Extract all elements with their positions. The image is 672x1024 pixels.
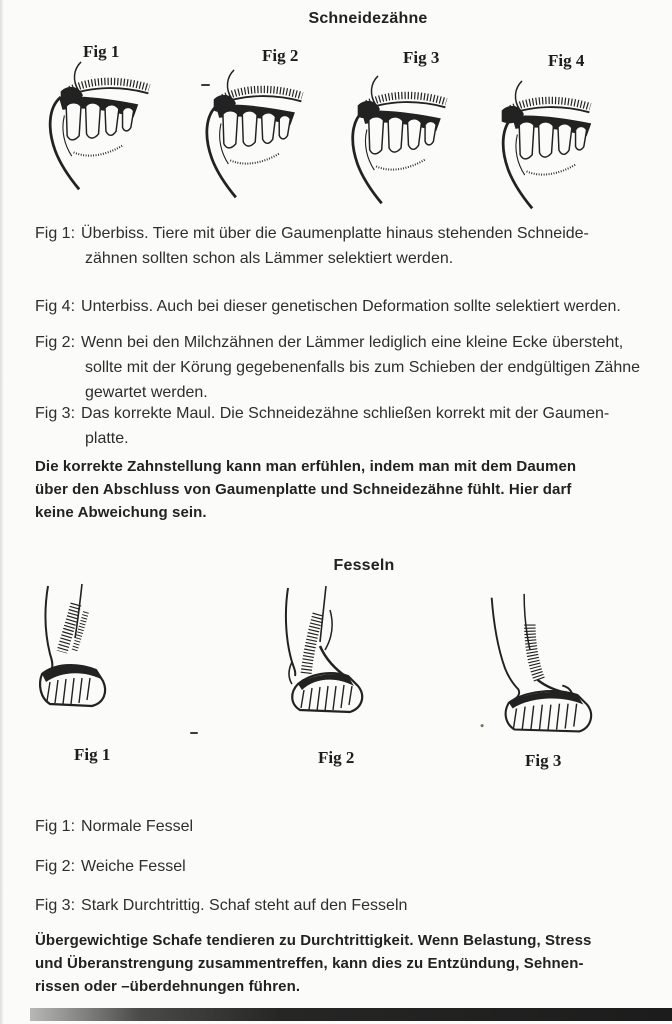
figure-ref: Fig 1: bbox=[35, 818, 76, 835]
caption-text: Normale Fessel bbox=[81, 818, 194, 835]
figure-ref: Fig 2: bbox=[35, 858, 76, 875]
jaw-fig1-label: Fig 1 bbox=[83, 42, 120, 61]
figure-ref: Fig 3: bbox=[35, 405, 76, 422]
note-text: über den Abschluss von Gaumenplatte und Schneidezähne fühlt. Hier darf bbox=[35, 481, 572, 498]
section-title-schneidezaehne: Schneidezähne bbox=[308, 10, 428, 27]
scan-speck bbox=[190, 732, 198, 734]
pastern-normal-sketch bbox=[30, 582, 130, 722]
caption-fig1-normale-fessel bbox=[35, 814, 193, 839]
note-text: keine Abweichung sein. bbox=[35, 504, 207, 521]
note-text: und Überanstrengung zusammentreffen, kann dies zu Entzündung, Sehnen- bbox=[35, 955, 584, 972]
pastern-dropped-sketch bbox=[470, 592, 605, 740]
note-zahnstellung bbox=[35, 455, 576, 524]
caption-text: platte. bbox=[85, 430, 129, 447]
figure-ref: Fig 2: bbox=[35, 334, 76, 351]
scan-speck bbox=[201, 84, 210, 86]
caption-text: Unterbiss. Auch bei dieser genetischen Deformation sollte selektiert werden. bbox=[81, 298, 621, 315]
caption-fig1-ueberbiss bbox=[35, 221, 589, 271]
caption-text: Das korrekte Maul. Die Schneidezähne schließen korrekt mit der Gaumen- bbox=[81, 405, 610, 422]
caption-text: Überbiss. Tiere mit über die Gaumenplatte hinaus stehenden Schneide- bbox=[81, 225, 589, 242]
figure-ref: Fig 4: bbox=[35, 298, 76, 315]
scan-left-edge bbox=[0, 0, 4, 1024]
note-text: Die korrekte Zahnstellung kann man erfühlen, indem man mit dem Daumen bbox=[35, 458, 577, 475]
jaw-fig3-label: Fig 3 bbox=[403, 48, 440, 67]
caption-text: sollte mit der Körung gegebenenfalls bis zum Schieben der endgültigen Zähne bbox=[85, 359, 641, 376]
caption-fig4-unterbiss bbox=[35, 294, 621, 319]
jaw-slight-corner-sketch bbox=[186, 68, 306, 202]
caption-text: Weiche Fessel bbox=[81, 858, 186, 875]
pastern-fig3-label: Fig 3 bbox=[525, 751, 562, 770]
caption-fig2-weiche-fessel bbox=[35, 854, 186, 879]
caption-text: zähnen sollten schon als Lämmer selektiert werden. bbox=[85, 250, 454, 267]
caption-text: gewartet werden. bbox=[85, 384, 208, 401]
jaw-underbite-sketch bbox=[474, 79, 594, 213]
caption-fig2-milchzaehne bbox=[35, 330, 640, 405]
pastern-fig1-label: Fig 1 bbox=[74, 745, 111, 764]
jaw-correct-sketch bbox=[330, 74, 450, 208]
figure-ref: Fig 1: bbox=[35, 225, 76, 242]
caption-fig3-korrektes-maul bbox=[35, 401, 609, 451]
note-durchtrittigkeit bbox=[35, 929, 592, 998]
caption-text: Stark Durchtrittig. Schaf steht auf den Fesseln bbox=[81, 897, 408, 914]
caption-fig3-durchtrittig bbox=[35, 893, 407, 918]
pastern-weak-sketch bbox=[262, 584, 382, 724]
pastern-fig2-label: Fig 2 bbox=[318, 748, 355, 767]
figure-ref: Fig 3: bbox=[35, 897, 76, 914]
note-text: rissen oder –überdehnungen führen. bbox=[35, 978, 301, 995]
note-text: Übergewichtige Schafe tendieren zu Durchtrittigkeit. Wenn Belastung, Stress bbox=[35, 932, 592, 949]
caption-text: Wenn bei den Milchzähnen der Lämmer lediglich eine kleine Ecke übersteht, bbox=[81, 334, 624, 351]
scan-edge-bar bbox=[30, 1008, 672, 1021]
jaw-overbite-sketch bbox=[33, 60, 153, 194]
jaw-fig2-label: Fig 2 bbox=[262, 46, 299, 65]
jaw-fig4-label: Fig 4 bbox=[548, 51, 585, 70]
section-title-fesseln: Fesseln bbox=[333, 557, 395, 574]
